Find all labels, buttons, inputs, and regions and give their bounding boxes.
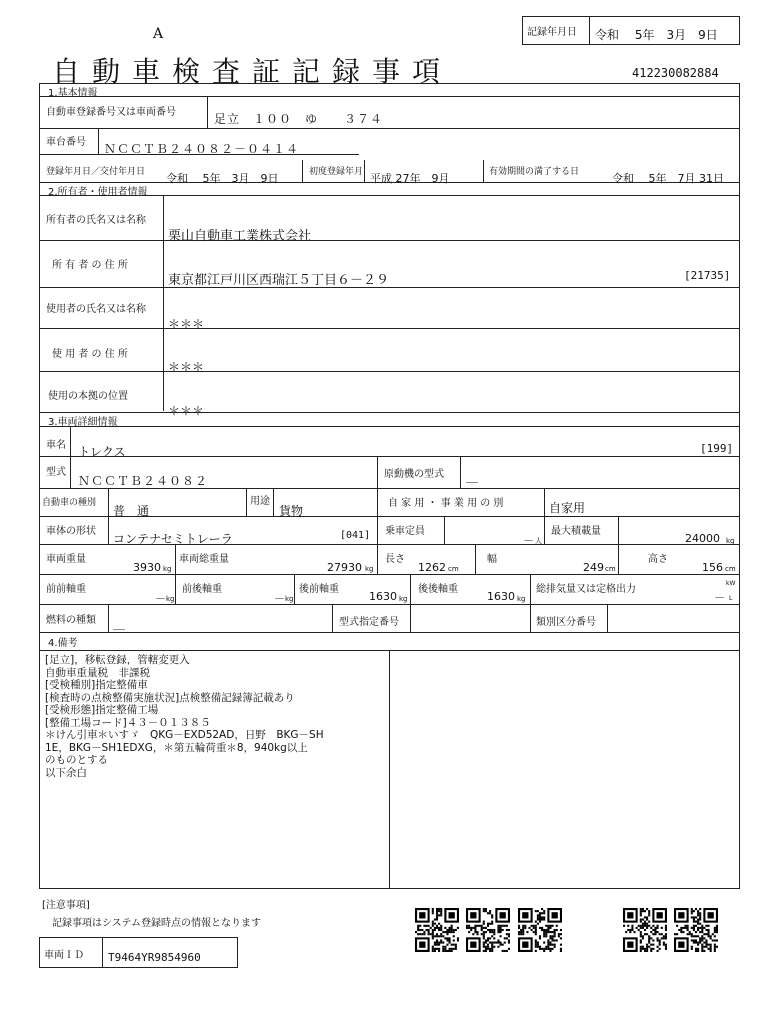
remarks-line: [足立]，移転登録，管轄変更入 [45, 654, 190, 666]
reg-date-value: 令和 5年 3月 9日 [166, 172, 279, 185]
remarks-block [45, 654, 324, 779]
user-name-value: ＊＊＊ [168, 317, 205, 331]
qr-code-icon [674, 908, 718, 952]
height-value: 156 [702, 561, 723, 574]
capacity-unit: 人 [535, 537, 542, 545]
section-heading: 2.所有者・使用者情報 [48, 187, 148, 198]
weight-label: 車両重量 [46, 554, 86, 565]
section-heading: 1.基本情報 [48, 88, 98, 99]
remarks-line: [受検種別]指定整備車 [45, 679, 148, 691]
width-value: 249 [583, 561, 604, 574]
height-label: 高さ [648, 554, 668, 565]
front-front-axle-value: － [155, 592, 166, 605]
owner-addr-code: [21735] [684, 269, 731, 282]
qr-code-icon [466, 908, 510, 952]
gross-weight-unit: kg [365, 565, 374, 573]
front-rear-axle-label: 前後軸重 [182, 584, 222, 595]
notes-heading: [注意事項] [42, 900, 90, 911]
remarks-line: [検査時の点検整備実施状況]点検整備記録簿記載あり [45, 691, 295, 704]
record-date-value: 令和 5年 3月 9日 [595, 28, 718, 42]
owner-addr-label: 所 有 者 の 住 所 [52, 260, 128, 271]
remarks-line: [整備工場コード]４３－０１３８５ [45, 716, 211, 729]
reg-date-label: 登録年月日／交付年月日 [46, 167, 146, 177]
max-load-value: 24000 [685, 532, 720, 545]
rear-rear-axle-value: 1630 [487, 590, 515, 603]
reg-no-value: 足立 １００ ゆ ３７４ [214, 112, 384, 126]
remarks-line: ＊けん引車＊いすゞ QKG－EXD52AD，日野 BKG－SH [45, 729, 324, 741]
remarks-line: [受検形態]指定整備工場 [45, 704, 159, 716]
gross-weight-label: 車両総重量 [179, 554, 229, 565]
purpose-label: 自 家 用 ・ 事 業 用 の 別 [388, 498, 504, 509]
weight-value: 3930 [133, 561, 161, 574]
section-heading: 4.備考 [48, 638, 78, 649]
length-label: 長さ [385, 554, 405, 565]
vehicle-name-value: トレクス [78, 445, 126, 459]
class-number-label: 類別区分番号 [536, 617, 596, 628]
fuel-value: ＿ [113, 617, 126, 631]
qr-code-icon [518, 908, 562, 952]
notes-text: 記録事項はシステム登録時点の情報となります [52, 918, 261, 929]
remarks-line: 自動車重量税 非課税 [45, 666, 150, 679]
length-value: 1262 [418, 561, 446, 574]
body-code: [041] [340, 530, 371, 541]
rear-front-axle-value: 1630 [369, 590, 397, 603]
gross-weight-value: 27930 [327, 561, 362, 574]
expiry-label: 有効期間の満了する日 [489, 167, 580, 177]
front-front-axle-unit: kg [166, 595, 175, 603]
chassis-label: 車台番号 [46, 137, 86, 148]
displacement-unit-kw: kW [726, 580, 736, 587]
user-name-label: 使用者の氏名又は名称 [46, 304, 146, 315]
max-load-unit: kg [726, 537, 735, 545]
engine-value: ＿ [466, 470, 479, 484]
front-rear-axle-value: － [274, 592, 285, 605]
remarks-line: 以下余白 [45, 766, 87, 779]
capacity-label: 乗車定員 [385, 526, 425, 537]
vehicle-name-code: [199] [700, 442, 734, 455]
height-unit: cm [725, 565, 736, 573]
width-label: 幅 [487, 554, 497, 565]
model-label: 型式 [46, 467, 66, 478]
fuel-label: 燃料の種類 [46, 615, 96, 626]
user-addr-value: ＊＊＊ [168, 360, 205, 374]
base-value: ＊＊＊ [168, 404, 205, 418]
max-load-label: 最大積載量 [551, 526, 601, 537]
front-rear-axle-unit: kg [285, 595, 294, 603]
rear-front-axle-label: 後前軸重 [299, 584, 339, 595]
chassis-value: ＮＣＣＴＢ２４０８２－０４１４ [104, 142, 300, 156]
displacement-unit-l: L [729, 595, 733, 602]
owner-name-label: 所有者の氏名又は名称 [46, 215, 146, 226]
vehicle-id-label: 車両ＩＤ [44, 950, 84, 961]
type-designation-label: 型式指定番号 [339, 617, 399, 628]
document-number: 412230082884 [632, 66, 719, 80]
purpose-value: 自家用 [549, 501, 586, 515]
rear-rear-axle-unit: kg [517, 595, 526, 603]
owner-addr-value: 東京都江戸川区西瑞江５丁目６－２９ [168, 273, 390, 288]
remarks-line: のものとする [45, 754, 108, 766]
capacity-value: － [523, 534, 534, 547]
body-value: コンテナセミトレーラ [113, 532, 233, 546]
use-value: 貨物 [279, 504, 304, 518]
first-reg-value: 平成 27年 9月 [370, 172, 450, 185]
user-addr-label: 使 用 者 の 住 所 [52, 349, 128, 360]
remarks-line: 1E，BKG－SH1EDXG，＊第五輪荷重＊8，940kg以上 [45, 741, 308, 754]
displacement-label: 総排気量又は定格出力 [536, 584, 636, 595]
width-unit: cm [605, 565, 616, 573]
base-label: 使用の本拠の位置 [48, 391, 128, 402]
vehicle-name-label: 車名 [46, 440, 66, 451]
weight-unit: kg [163, 565, 172, 573]
rear-front-axle-unit: kg [399, 595, 408, 603]
section-heading: 3.車両詳細情報 [48, 417, 118, 428]
reg-no-label: 自動車登録番号又は車両番号 [46, 107, 176, 118]
qr-code-icon [415, 908, 459, 952]
model-value: ＮＣＣＴＢ２４０８２ [78, 474, 209, 488]
engine-label: 原動機の型式 [384, 469, 444, 480]
length-unit: cm [448, 565, 459, 573]
vehicle-type-label: 自動車の種別 [42, 498, 97, 508]
first-reg-label: 初度登録年月 [309, 167, 364, 177]
vehicle-type-value: 普 通 [113, 504, 150, 518]
expiry-value: 令和 5年 7月 31日 [612, 172, 724, 185]
vehicle-id-value: T9464YR9854960 [108, 951, 201, 964]
body-label: 車体の形状 [46, 526, 96, 537]
owner-name-value: 栗山自動車工業株式会社 [168, 229, 312, 244]
qr-code-icon [623, 908, 667, 952]
page-letter: A [153, 26, 164, 42]
use-label: 用途 [250, 496, 270, 507]
displacement-value: － [714, 591, 725, 604]
rear-rear-axle-label: 後後軸重 [418, 584, 458, 595]
document-title: 自動車検査証記録事項 [52, 55, 453, 88]
record-date-label: 記録年月日 [527, 27, 577, 38]
front-front-axle-label: 前前軸重 [46, 584, 86, 595]
